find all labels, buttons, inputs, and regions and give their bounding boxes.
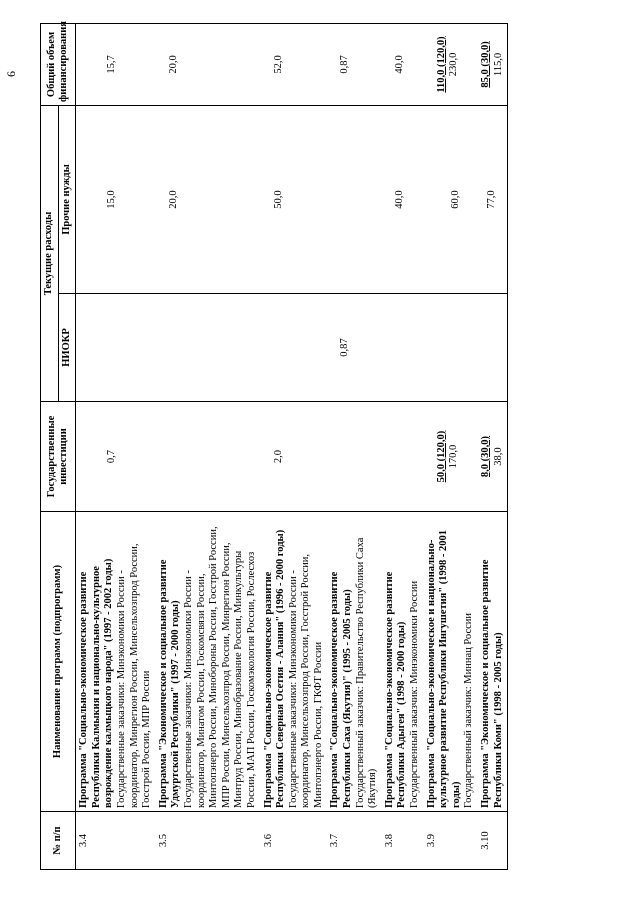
program-title: Программа "Социально-экономическое развитие Республики Адыгея" (1998 - 2000 годы) xyxy=(383,571,408,808)
program-title: Программа "Социально-экономическое развитие Республики Северная Осетия - Алания" (1996 - 2000 годы) xyxy=(262,529,287,808)
total-cell xyxy=(424,23,478,105)
header-other-needs: Прочие нужды xyxy=(58,105,76,293)
row-number: 3.4 xyxy=(76,812,156,870)
program-title: Программа "Экономическое и социальное развитие Удмуртской Республики" (1997 - 2000 годы) xyxy=(157,559,182,808)
investments-value xyxy=(156,402,261,512)
investments-cell xyxy=(424,402,478,512)
investments-value xyxy=(327,402,381,512)
customers-text: Государственные заказчики: Минэкономики России - координатор, Минрегион России, Минсельхозпрод России, Госстрой России, МПР России xyxy=(115,543,153,808)
other-needs-value xyxy=(327,105,381,293)
table-row xyxy=(478,23,508,869)
header-current-expenses: Текущие расходы xyxy=(41,105,59,401)
program-cell xyxy=(478,512,508,812)
table-row xyxy=(76,23,156,869)
customers-text: Государственный заказчик: Миннац России xyxy=(463,612,475,808)
total-value: 15,7 xyxy=(76,23,156,105)
niokr-value xyxy=(261,294,328,402)
program-title: Программа "Социально-экономическое и национально-культурное развитие Республики Ингушетия" (1998 - 2001 годы) xyxy=(425,529,462,808)
investments-value xyxy=(382,402,424,512)
program-title: Программа "Социально-экономическое развитие Республики Саха (Якутия)" (1995 - 2005 годы) xyxy=(329,571,354,808)
row-number: 3.8 xyxy=(382,812,424,870)
table-row xyxy=(261,23,328,869)
row-number: 3.9 xyxy=(424,812,478,870)
niokr-value xyxy=(156,294,261,402)
niokr-value xyxy=(76,294,156,402)
header-total-financing: Общий объем финансирования xyxy=(41,23,76,105)
program-cell xyxy=(424,512,478,812)
other-needs-value: 60,0 xyxy=(424,105,478,293)
row-number: 3.6 xyxy=(261,812,328,870)
program-cell xyxy=(156,512,261,812)
customers-text: Государственный заказчик: Правительство Республики Саха (Якутия) xyxy=(354,537,379,808)
customers-text: Государственные заказчики: Минэкономики России - координатор, Минатом России, Госкомсвязи России, Минтопэнерго России, Минобороны России, Госстрой России, МПР России, Минсельхозпрод России, Минрегион России, Минтруд России, Минобразование России, Минкультуры России, МАП России, Госкомэкология России, Рослесхоз xyxy=(182,526,257,808)
investments-value: 50,0 (120,0) xyxy=(435,430,447,483)
niokr-value xyxy=(478,294,508,402)
total-value: 0,87 xyxy=(327,23,381,105)
total-value: 110,0 (120,0) xyxy=(435,36,447,93)
financing-table xyxy=(40,23,508,870)
total-cell xyxy=(478,23,508,105)
customers-text: Государственный заказчик: Минэкономики России xyxy=(409,580,421,808)
other-needs-value: 40,0 xyxy=(382,105,424,293)
row-number: 3.10 xyxy=(478,812,508,870)
other-needs-value: 50,0 xyxy=(261,105,328,293)
program-cell xyxy=(327,512,381,812)
header-investments: Государственные инвестиции xyxy=(41,402,76,512)
investments-value: 0,7 xyxy=(76,402,156,512)
program-cell xyxy=(261,512,328,812)
other-needs-value: 20,0 xyxy=(156,105,261,293)
header-num: № п/п xyxy=(41,812,76,870)
header-program-name: Наименование программ (подпрограмм) xyxy=(41,512,76,812)
total-value: 52,0 xyxy=(261,23,328,105)
table-row xyxy=(156,23,261,869)
page-number: 6 xyxy=(4,71,18,77)
program-cell xyxy=(382,512,424,812)
table-row xyxy=(382,23,424,869)
header-niokr: НИОКР xyxy=(58,294,76,402)
total-subtotal: 230,0 xyxy=(448,52,460,77)
customers-text: Государственные заказчики: Минэкономики России - координатор, Минсельхозпрод России, Госстрой России, Минтопэнерго России, ГКФТ России xyxy=(287,553,324,808)
total-value: 85,0 (30,0) xyxy=(480,41,491,88)
other-needs-value: 77,0 xyxy=(478,105,508,293)
investments-subtotal: 170,0 xyxy=(448,444,460,469)
program-title: Программа "Социально-экономическое развитие Республики Калмыкия и национально-культурное возрождение калмыцкого народа" (1997 - 2002 годы) xyxy=(78,558,115,808)
other-needs-value: 15,0 xyxy=(76,105,156,293)
total-value: 40,0 xyxy=(382,23,424,105)
table-row xyxy=(327,23,381,869)
niokr-value: 0,87 xyxy=(327,294,381,402)
niokr-value xyxy=(424,294,478,402)
total-value: 20,0 xyxy=(156,23,261,105)
row-number: 3.5 xyxy=(156,812,261,870)
program-title: Программа "Экономическое и социальное развитие Республики Коми" (1998 - 2005 годы) xyxy=(480,559,504,808)
program-cell xyxy=(76,512,156,812)
investments-subtotal: 38,0 xyxy=(492,447,504,466)
table-row xyxy=(424,23,478,869)
investments-value: 8,0 (30,0) xyxy=(480,435,491,478)
investments-cell xyxy=(478,402,508,512)
investments-value: 2,0 xyxy=(261,402,328,512)
total-subtotal: 115,0 xyxy=(492,52,504,77)
row-number: 3.7 xyxy=(327,812,381,870)
niokr-value xyxy=(382,294,424,402)
